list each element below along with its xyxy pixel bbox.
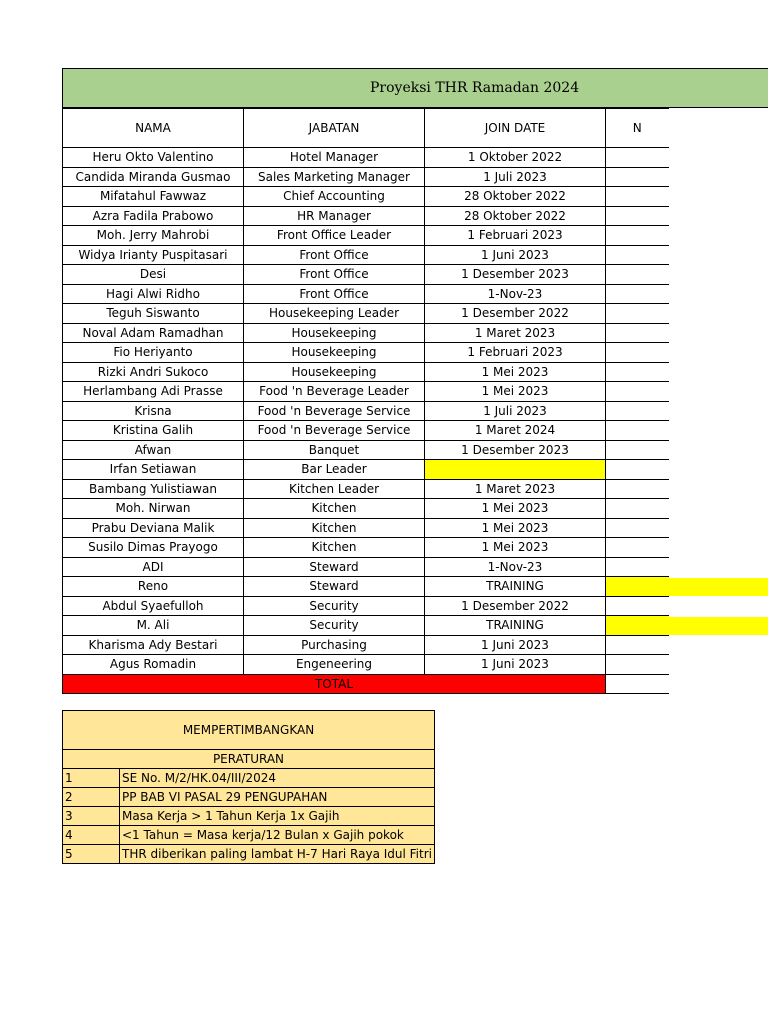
rule-row: [63, 826, 435, 845]
jabatan-cell[interactable]: Bar Leader: [244, 460, 425, 480]
table-row: [63, 499, 669, 519]
join-date-cell[interactable]: 1 Desember 2022: [425, 304, 606, 324]
n-cell[interactable]: [606, 499, 669, 519]
nama-cell[interactable]: ADI: [63, 557, 244, 577]
table-row: [63, 460, 669, 480]
join-date-cell[interactable]: 1 Maret 2023: [425, 323, 606, 343]
rule-row: [63, 845, 435, 864]
n-cell[interactable]: [606, 655, 669, 675]
jabatan-cell[interactable]: HR Manager: [244, 206, 425, 226]
n-cell[interactable]: [606, 187, 669, 207]
jabatan-cell[interactable]: Kitchen: [244, 538, 425, 558]
jabatan-cell[interactable]: Housekeeping: [244, 362, 425, 382]
jabatan-cell[interactable]: Banquet: [244, 440, 425, 460]
table-row: [63, 577, 669, 597]
table-row: [63, 304, 669, 324]
n-cell[interactable]: [606, 596, 669, 616]
header-join-date[interactable]: JOIN DATE: [425, 109, 606, 148]
table-row: [63, 343, 669, 363]
join-date-cell[interactable]: 28 Oktober 2022: [425, 206, 606, 226]
n-cell[interactable]: [606, 382, 669, 402]
table-row: [63, 265, 669, 285]
join-date-cell[interactable]: 1-Nov-23: [425, 557, 606, 577]
table-row: [63, 167, 669, 187]
jabatan-cell[interactable]: Kitchen: [244, 518, 425, 538]
rule-text[interactable]: SE No. M/2/HK.04/III/2024: [120, 769, 435, 788]
highlight-overflow: [669, 578, 768, 597]
n-cell[interactable]: [606, 635, 669, 655]
rule-number[interactable]: 5: [63, 845, 120, 864]
join-date-cell[interactable]: 28 Oktober 2022: [425, 187, 606, 207]
nama-cell[interactable]: Widya Irianty Puspitasari: [63, 245, 244, 265]
rule-row: [63, 769, 435, 788]
n-cell[interactable]: [606, 479, 669, 499]
join-date-cell[interactable]: [425, 460, 606, 480]
rule-number[interactable]: 1: [63, 769, 120, 788]
rules-subheading[interactable]: PERATURAN: [63, 750, 435, 769]
nama-cell[interactable]: Desi: [63, 265, 244, 285]
nama-cell[interactable]: Teguh Siswanto: [63, 304, 244, 324]
jabatan-cell[interactable]: Housekeeping: [244, 343, 425, 363]
nama-cell[interactable]: Afwan: [63, 440, 244, 460]
rule-number[interactable]: 3: [63, 807, 120, 826]
join-date-cell[interactable]: 1 Juli 2023: [425, 401, 606, 421]
jabatan-cell[interactable]: Front Office: [244, 245, 425, 265]
join-date-cell[interactable]: 1 Mei 2023: [425, 518, 606, 538]
table-row: [63, 557, 669, 577]
join-date-cell[interactable]: 1 Mei 2023: [425, 382, 606, 402]
rule-text[interactable]: <1 Tahun = Masa kerja/12 Bulan x Gajih pokok: [120, 826, 435, 845]
nama-cell[interactable]: Krisna: [63, 401, 244, 421]
n-cell[interactable]: [606, 304, 669, 324]
join-date-cell[interactable]: 1-Nov-23: [425, 284, 606, 304]
join-date-cell[interactable]: 1 Desember 2023: [425, 440, 606, 460]
total-label[interactable]: TOTAL: [63, 674, 606, 694]
n-cell[interactable]: [606, 538, 669, 558]
n-cell[interactable]: [606, 577, 669, 597]
join-date-cell[interactable]: 1 Juni 2023: [425, 245, 606, 265]
join-date-cell[interactable]: 1 Oktober 2022: [425, 148, 606, 168]
nama-cell[interactable]: M. Ali: [63, 616, 244, 636]
header-n[interactable]: N: [606, 109, 669, 148]
nama-cell[interactable]: Noval Adam Ramadhan: [63, 323, 244, 343]
nama-cell[interactable]: Abdul Syaefulloh: [63, 596, 244, 616]
n-cell[interactable]: [606, 148, 669, 168]
table-row: [63, 382, 669, 402]
n-cell[interactable]: [606, 401, 669, 421]
header-nama[interactable]: NAMA: [63, 109, 244, 148]
nama-cell[interactable]: Hagi Alwi Ridho: [63, 284, 244, 304]
jabatan-cell[interactable]: Steward: [244, 577, 425, 597]
n-cell[interactable]: [606, 557, 669, 577]
employee-table: [62, 108, 669, 694]
total-row: [63, 674, 669, 694]
table-row: [63, 401, 669, 421]
jabatan-cell[interactable]: Sales Marketing Manager: [244, 167, 425, 187]
jabatan-cell[interactable]: Food 'n Beverage Service: [244, 421, 425, 441]
nama-cell[interactable]: Candida Miranda Gusmao: [63, 167, 244, 187]
n-cell[interactable]: [606, 226, 669, 246]
jabatan-cell[interactable]: Front Office Leader: [244, 226, 425, 246]
join-date-cell[interactable]: 1 Mei 2023: [425, 538, 606, 558]
highlight-overflow: [669, 617, 768, 636]
jabatan-cell[interactable]: Food 'n Beverage Leader: [244, 382, 425, 402]
n-cell[interactable]: [606, 460, 669, 480]
n-cell[interactable]: [606, 265, 669, 285]
table-row: [63, 421, 669, 441]
rule-number[interactable]: 4: [63, 826, 120, 845]
join-date-cell[interactable]: 1 Juli 2023: [425, 167, 606, 187]
jabatan-cell[interactable]: Chief Accounting: [244, 187, 425, 207]
jabatan-cell[interactable]: Security: [244, 596, 425, 616]
nama-cell[interactable]: Kristina Galih: [63, 421, 244, 441]
nama-cell[interactable]: Irfan Setiawan: [63, 460, 244, 480]
jabatan-cell[interactable]: Security: [244, 616, 425, 636]
n-cell[interactable]: [606, 362, 669, 382]
n-cell[interactable]: [606, 323, 669, 343]
table-row: [63, 440, 669, 460]
n-cell[interactable]: [606, 206, 669, 226]
sheet-title: Proyeksi THR Ramadan 2024: [370, 80, 580, 96]
table-row: [63, 596, 669, 616]
header-row: [63, 109, 669, 148]
jabatan-cell[interactable]: Engeneering: [244, 655, 425, 675]
join-date-cell[interactable]: TRAINING: [425, 616, 606, 636]
nama-cell[interactable]: Agus Romadin: [63, 655, 244, 675]
table-row: [63, 518, 669, 538]
jabatan-cell[interactable]: Kitchen Leader: [244, 479, 425, 499]
nama-cell[interactable]: Bambang Yulistiawan: [63, 479, 244, 499]
table-row: [63, 284, 669, 304]
jabatan-cell[interactable]: Housekeeping: [244, 323, 425, 343]
table-row: [63, 538, 669, 558]
rules-heading[interactable]: MEMPERTIMBANGKAN: [63, 711, 435, 750]
join-date-cell[interactable]: 1 Mei 2023: [425, 499, 606, 519]
table-row: [63, 635, 669, 655]
nama-cell[interactable]: Susilo Dimas Prayogo: [63, 538, 244, 558]
n-cell[interactable]: [606, 343, 669, 363]
title-bar: [62, 68, 768, 108]
nama-cell[interactable]: Herlambang Adi Prasse: [63, 382, 244, 402]
join-date-cell[interactable]: 1 Juni 2023: [425, 655, 606, 675]
table-row: [63, 226, 669, 246]
table-row: [63, 148, 669, 168]
table-row: [63, 616, 669, 636]
n-cell[interactable]: [606, 421, 669, 441]
nama-cell[interactable]: Mifatahul Fawwaz: [63, 187, 244, 207]
join-date-cell[interactable]: 1 Mei 2023: [425, 362, 606, 382]
nama-cell[interactable]: Moh. Nirwan: [63, 499, 244, 519]
jabatan-cell[interactable]: Front Office: [244, 284, 425, 304]
table-row: [63, 655, 669, 675]
rule-text[interactable]: Masa Kerja > 1 Tahun Kerja 1x Gajih: [120, 807, 435, 826]
rule-text[interactable]: THR diberikan paling lambat H-7 Hari Raya Idul Fitri: [120, 845, 435, 864]
n-cell[interactable]: [606, 167, 669, 187]
nama-cell[interactable]: Heru Okto Valentino: [63, 148, 244, 168]
join-date-cell[interactable]: TRAINING: [425, 577, 606, 597]
nama-cell[interactable]: Prabu Deviana Malik: [63, 518, 244, 538]
jabatan-cell[interactable]: Front Office: [244, 265, 425, 285]
nama-cell[interactable]: Rizki Andri Sukoco: [63, 362, 244, 382]
n-cell[interactable]: [606, 245, 669, 265]
n-cell[interactable]: [606, 616, 669, 636]
table-row: [63, 323, 669, 343]
rule-row: [63, 788, 435, 807]
total-value-cell[interactable]: [606, 674, 669, 694]
rule-number[interactable]: 2: [63, 788, 120, 807]
jabatan-cell[interactable]: Purchasing: [244, 635, 425, 655]
table-row: [63, 187, 669, 207]
jabatan-cell[interactable]: Hotel Manager: [244, 148, 425, 168]
rule-text[interactable]: PP BAB VI PASAL 29 PENGUPAHAN: [120, 788, 435, 807]
nama-cell[interactable]: Fio Heriyanto: [63, 343, 244, 363]
header-jabatan[interactable]: JABATAN: [244, 109, 425, 148]
n-cell[interactable]: [606, 284, 669, 304]
table-row: [63, 245, 669, 265]
rule-row: [63, 807, 435, 826]
join-date-cell[interactable]: 1 Maret 2023: [425, 479, 606, 499]
nama-cell[interactable]: Moh. Jerry Mahrobi: [63, 226, 244, 246]
n-cell[interactable]: [606, 440, 669, 460]
table-row: [63, 479, 669, 499]
jabatan-cell[interactable]: Kitchen: [244, 499, 425, 519]
join-date-cell[interactable]: 1 Maret 2024: [425, 421, 606, 441]
nama-cell[interactable]: Kharisma Ady Bestari: [63, 635, 244, 655]
table-row: [63, 206, 669, 226]
jabatan-cell[interactable]: Steward: [244, 557, 425, 577]
table-row: [63, 362, 669, 382]
join-date-cell[interactable]: 1 Februari 2023: [425, 343, 606, 363]
join-date-cell[interactable]: 1 Desember 2022: [425, 596, 606, 616]
join-date-cell[interactable]: 1 Februari 2023: [425, 226, 606, 246]
nama-cell[interactable]: Reno: [63, 577, 244, 597]
jabatan-cell[interactable]: Food 'n Beverage Service: [244, 401, 425, 421]
n-cell[interactable]: [606, 518, 669, 538]
nama-cell[interactable]: Azra Fadila Prabowo: [63, 206, 244, 226]
rules-table: [62, 710, 435, 864]
join-date-cell[interactable]: 1 Juni 2023: [425, 635, 606, 655]
jabatan-cell[interactable]: Housekeeping Leader: [244, 304, 425, 324]
join-date-cell[interactable]: 1 Desember 2023: [425, 265, 606, 285]
